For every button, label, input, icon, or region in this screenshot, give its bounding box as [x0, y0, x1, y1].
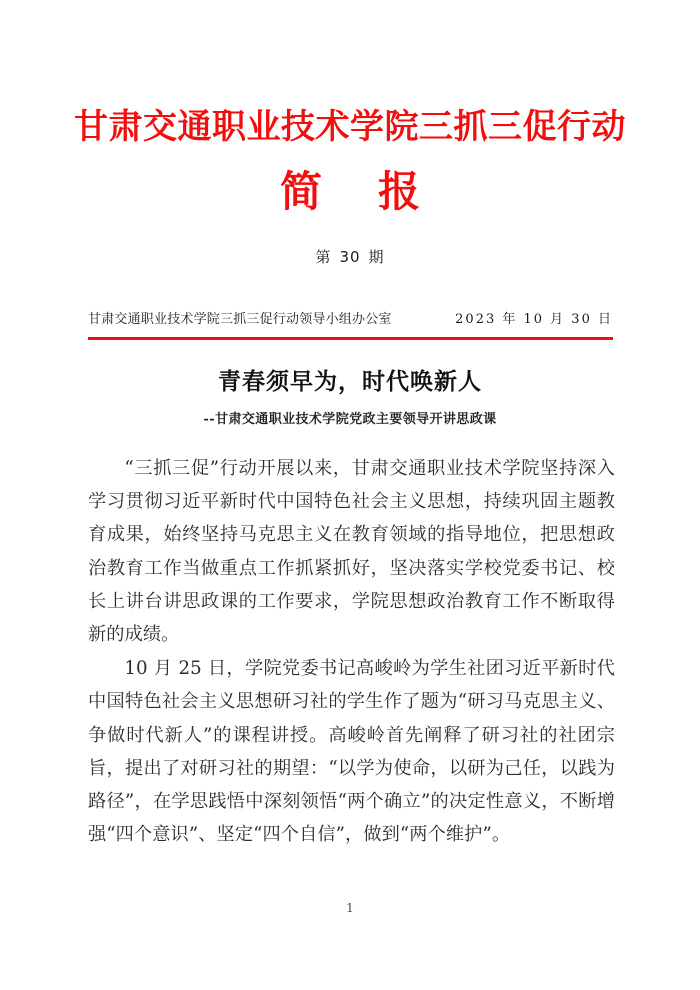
masthead-divider-rule [88, 337, 613, 340]
publication-date: 2023 年 10 月 30 日 [455, 312, 613, 327]
body-paragraph: “三抓三促”行动开展以来，甘肃交通职业技术学院坚持深入学习贯彻习近平新时代中国特色社会主义思想，持续巩固主题教育成果，始终坚持马克思主义在教育领域的指导地位，把思想政治教育工作当做重点工作抓紧抓好，坚决落实学校党委书记、校长上讲台讲思政课的工作要求，学院思想政治教育工作不断取得新的成绩。 [88, 458, 615, 646]
article-subtitle: --甘肃交通职业技术学院党政主要领导开讲思政课 [203, 412, 497, 427]
article-title: 青春须早为，时代唤新人 [218, 368, 482, 395]
issue-number: 30 [339, 248, 361, 266]
issue-suffix-label: 期 [368, 248, 385, 266]
page-number: 1 [346, 901, 354, 915]
issue-line [0, 246, 700, 268]
body-paragraph: 10 月 25 日，学院党委书记高峻岭为学生社团习近平新时代中国特色社会主义思想研习社的学生作了题为“研习马克思主义、争做时代新人”的课程讲授。高峻岭首先阐释了研习社的社团宗旨，提出了对研习社的期望：“以学为使命，以研为己任，以践为路径”，在学思践悟中深刻领悟“两个确立”的决定性意义，不断增强“四个意识”、坚定“四个自信”，做到“两个维护”。 [88, 658, 615, 846]
imprint-row [88, 310, 613, 330]
article-body [88, 452, 615, 852]
masthead [0, 104, 700, 220]
issuing-office: 甘肃交通职业技术学院三抓三促行动领导小组办公室 [88, 312, 392, 327]
masthead-title: 甘肃交通职业技术学院三抓三促行动 [74, 107, 626, 147]
issue-prefix-label: 第 [315, 248, 332, 266]
masthead-subtitle: 简报 [279, 167, 476, 216]
